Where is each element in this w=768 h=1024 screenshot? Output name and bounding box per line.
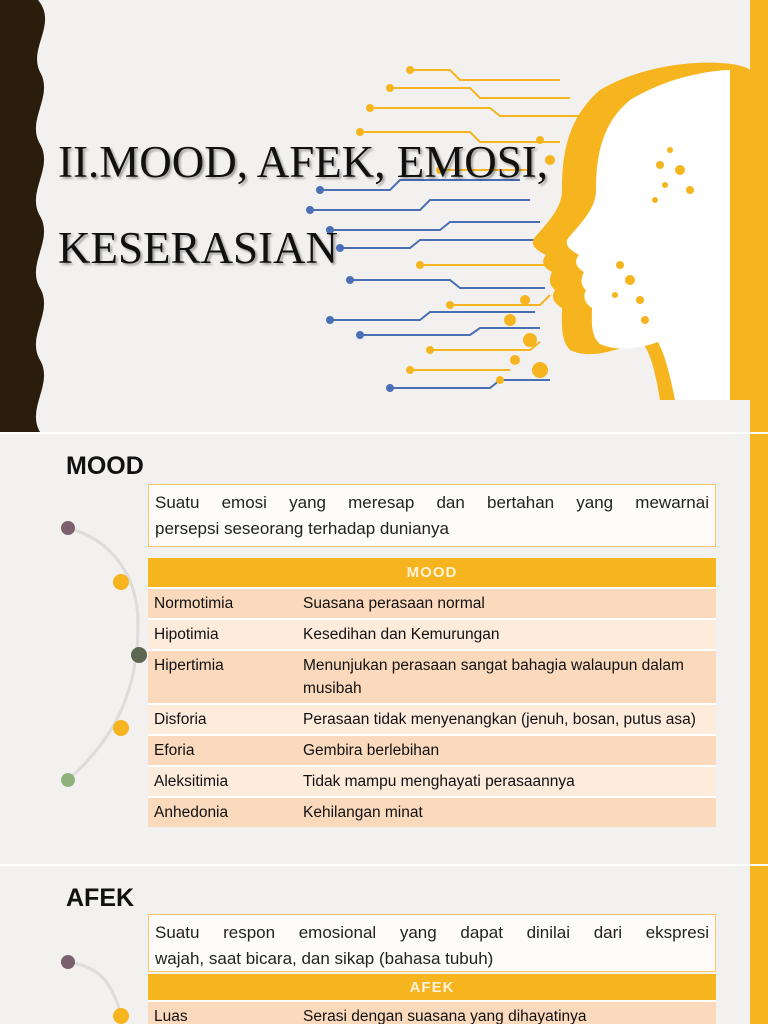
afek-table [148,974,716,1024]
decorative-dot-arc [50,434,150,864]
afek-slide [0,866,768,1024]
section-heading: AFEK [66,884,135,912]
desc-cell: Gembira berlebihan [297,735,716,766]
slide-title-line2: KESERASIAN [58,223,339,273]
table-row [148,797,716,827]
definition-line2: persepsi seseorang terhadap dunianya [155,519,449,538]
table-header: MOOD [148,558,716,588]
desc-cell: Perasaan tidak menyenangkan (jenuh, bosan, putus asa) [297,704,716,735]
mood-slide [0,434,768,864]
circuit-lines [310,70,580,388]
definition-line2: wajah, saat bicara, dan sikap (bahasa tubuh) [155,949,494,968]
desc-cell: Menunjukan perasaan sangat bahagia walaupun dalam musibah [297,650,716,704]
term-cell: Luas [148,1001,297,1024]
definition-line1: Suatu respon emosional yang dapat dinilai dari ekspresi [155,923,709,942]
term-cell: Hipotimia [148,619,297,650]
circuit-nodes [356,66,454,374]
right-accent-bar [750,866,768,1024]
definition-line1: Suatu emosi yang meresap dan bertahan yang mewarnai [155,493,709,512]
term-cell: Aleksitimia [148,766,297,797]
term-cell: Disforia [148,704,297,735]
slide-title-line1: II.MOOD, AFEK, EMOSI, [58,137,549,187]
term-cell: Anhedonia [148,797,297,827]
term-cell: Normotimia [148,588,297,619]
table-row [148,704,716,735]
desc-cell: Suasana perasaan normal [297,588,716,619]
desc-cell: Serasi dengan suasana yang dihayatinya [297,1001,716,1024]
mood-table [148,558,716,827]
definition-box [148,484,716,547]
right-accent-bar [750,434,768,864]
term-cell: Eforia [148,735,297,766]
table-row [148,650,716,704]
title-slide [0,0,768,432]
desc-cell: Tidak mampu menghayati perasaannya [297,766,716,797]
table-row [148,735,716,766]
right-accent-bar [750,0,768,432]
desc-cell: Kesedihan dan Kemurungan [297,619,716,650]
table-header: AFEK [148,974,716,1001]
table-row [148,588,716,619]
desc-cell: Kehilangan minat [297,797,716,827]
term-cell: Hipertimia [148,650,297,704]
table-row [148,766,716,797]
section-heading: MOOD [66,452,144,480]
circuit-nodes-blue [306,186,394,392]
definition-box [148,914,716,972]
table-row [148,1001,716,1024]
digital-head-illustration [300,50,750,420]
table-row [148,619,716,650]
left-wave-border [0,0,56,432]
